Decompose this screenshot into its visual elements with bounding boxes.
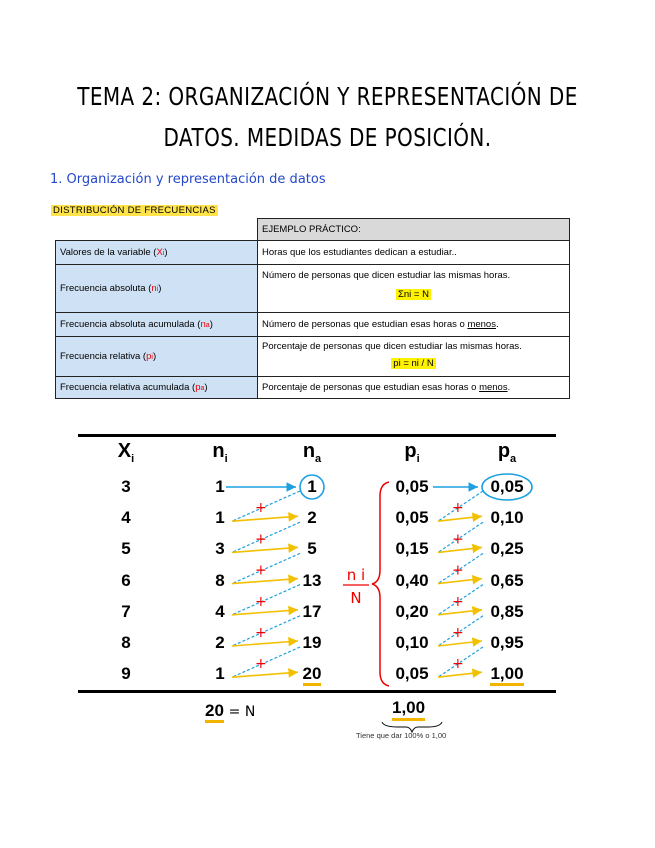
cell-xi-row-4: 6 xyxy=(121,570,131,590)
page-title-line-2: DATOS. MEDIDAS DE POSICIÓN. xyxy=(163,123,492,152)
plus-na-row-4: + xyxy=(255,562,267,579)
relative-formula: pi = ni / N xyxy=(393,358,434,369)
cell-ni-row-1: 1 xyxy=(215,477,225,496)
cell-na-row-6: 19 xyxy=(302,633,322,652)
def-label: Frecuencia relativa (pi) xyxy=(56,337,258,377)
cell-xi-row-5: 7 xyxy=(121,601,131,621)
plus-pa-row-3: + xyxy=(452,531,464,548)
cell-pa-row-4: 0,65 xyxy=(490,570,524,590)
fraction-numerator: n i xyxy=(346,566,366,584)
total-n: 20 = N xyxy=(205,701,255,721)
plus-na-row-2: + xyxy=(255,500,267,517)
section-heading: 1. Organización y representación de datos xyxy=(50,172,326,187)
arrow-na-row-4 xyxy=(232,579,298,584)
cell-pi-row-4: 0,40 xyxy=(395,570,429,590)
total-p: 1,00 xyxy=(392,698,425,721)
def-label: Valores de la variable (Xi) xyxy=(56,241,258,265)
arrow-na-row-2 xyxy=(232,516,298,521)
header-col-xi: $X_i$ xyxy=(117,440,135,465)
def-label: Frecuencia absoluta (ni) xyxy=(56,265,258,313)
distribution-label: DISTRIBUCIÓN DE FRECUENCIAS xyxy=(53,205,216,216)
arrow-na-row-3 xyxy=(232,547,298,552)
header-col-na: $n_a$ xyxy=(302,440,322,465)
cell-ni-row-3: 3 xyxy=(215,539,225,559)
plus-pa-row-6: + xyxy=(452,625,464,641)
plus-na-row-6: + xyxy=(255,625,267,641)
total-note: Tiene que dar 100% o 1,00 xyxy=(356,731,447,740)
cell-ni-row-7: 1 xyxy=(215,664,225,684)
plus-na-row-3: + xyxy=(255,531,267,548)
arrow-na-row-6 xyxy=(232,641,298,646)
def-desc: Porcentaje de personas que estudian esas horas o menos. xyxy=(258,377,570,399)
cell-ni-row-5: 4 xyxy=(215,601,225,621)
cell-pi-row-5: 0,20 xyxy=(395,601,429,621)
plus-pa-row-7: + xyxy=(452,656,464,673)
def-desc: Porcentaje de personas que dicen estudiar las mismas horas. pi = ni / N xyxy=(258,337,570,377)
cell-xi-row-1: 3 xyxy=(121,477,131,496)
cell-pa-row-6: 0,95 xyxy=(490,633,524,652)
cell-pa-row-1: 0,05 xyxy=(490,477,524,496)
circle-pa-first xyxy=(482,474,532,500)
def-desc: Horas que los estudiantes dedican a estudiar.. xyxy=(258,241,570,265)
cell-na-row-1: 1 xyxy=(307,477,317,496)
plus-pa-row-2: + xyxy=(452,500,464,517)
cell-na-row-7: 20 xyxy=(277,664,347,684)
cell-ni-row-6: 2 xyxy=(215,633,225,652)
cell-na-row-5: 17 xyxy=(302,601,322,621)
def-label: Frecuencia absoluta acumulada (na) xyxy=(56,313,258,337)
def-label: Frecuencia relativa acumulada (pa) xyxy=(56,377,258,399)
cell-xi-row-2: 4 xyxy=(121,508,131,528)
cell-xi-row-6: 8 xyxy=(121,633,131,652)
cell-pa-row-3: 0,25 xyxy=(490,539,524,559)
arrow-na-row-5 xyxy=(232,610,298,615)
plus-na-row-7: + xyxy=(255,656,267,673)
cell-pi-row-2: 0,05 xyxy=(395,508,429,528)
cell-na-row-2: 2 xyxy=(307,508,317,528)
cell-pa-row-5: 0,85 xyxy=(490,601,524,621)
plus-pa-row-5: + xyxy=(452,593,464,610)
sum-formula: Σni = N xyxy=(398,289,429,300)
header-col-pi: $p_i$ xyxy=(404,440,420,465)
circle-na-first xyxy=(300,475,324,499)
header-col-ni: $n_i$ xyxy=(212,440,228,465)
plus-na-row-5: + xyxy=(255,593,267,610)
cell-pi-row-1: 0,05 xyxy=(395,477,429,496)
def-desc: Número de personas que dicen estudiar las mismas horas. Σni = N xyxy=(258,265,570,313)
cell-pa-row-7: 1,00 xyxy=(472,664,542,684)
fraction-denominator: N xyxy=(350,589,362,607)
cell-ni-row-4: 8 xyxy=(215,570,225,590)
cell-pa-row-2: 0,10 xyxy=(490,508,524,528)
cell-ni-row-2: 1 xyxy=(215,508,225,528)
cell-na-row-3: 5 xyxy=(307,539,317,559)
example-header: EJEMPLO PRÁCTICO: xyxy=(258,219,570,241)
header-col-pa: $p_a$ xyxy=(497,440,517,465)
plus-pa-row-4: + xyxy=(452,562,464,579)
red-brace xyxy=(372,482,389,686)
cell-xi-row-7: 9 xyxy=(121,664,131,684)
def-desc: Número de personas que estudian esas horas o menos. xyxy=(258,313,570,337)
cell-xi-row-3: 5 xyxy=(121,539,131,559)
arrow-na-row-7 xyxy=(232,672,298,677)
cell-na-row-4: 13 xyxy=(302,570,322,590)
cell-pi-row-7: 0,05 xyxy=(395,664,429,684)
cell-pi-row-3: 0,15 xyxy=(395,539,429,559)
cell-pi-row-6: 0,10 xyxy=(395,633,429,652)
page-title-line-1: TEMA 2: ORGANIZACIÓN Y REPRESENTACIÓN DE xyxy=(77,82,578,111)
